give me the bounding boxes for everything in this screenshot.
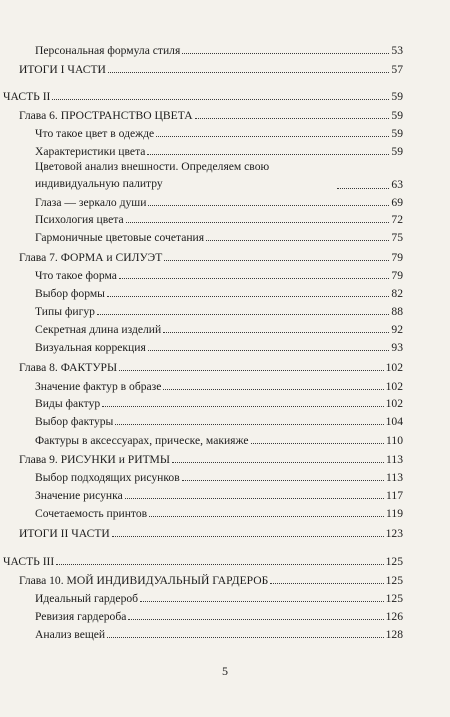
entry-page: 128 (385, 628, 403, 641)
dot-leader (195, 118, 390, 119)
entry-title: Глава 10. МОЙ ИНДИВИДУАЛЬНЫЙ ГАРДЕРОБ (19, 574, 269, 587)
toc-entry-secret-length (35, 323, 403, 337)
entry-page: 104 (385, 415, 403, 428)
entry-title: Цветовой анализ внешности. Определяем свою индивидуальную палитру (35, 160, 270, 190)
toc-entry-figure-types (35, 305, 403, 319)
toc-entry-chapter9 (19, 453, 403, 467)
dot-leader (140, 601, 384, 602)
dot-leader (270, 583, 383, 584)
toc-entry-print-compatibility (35, 507, 403, 521)
entry-title: Что такое форма (35, 269, 117, 282)
dot-leader (56, 564, 383, 565)
entry-page: 102 (385, 380, 403, 393)
dot-leader (147, 154, 389, 155)
entry-page: 113 (386, 471, 403, 484)
dot-leader (149, 516, 384, 517)
entry-page: 93 (391, 341, 403, 354)
entry-page: 57 (391, 63, 403, 76)
entry-title: Виды фактур (35, 397, 101, 410)
toc-entry-color-combinations (35, 231, 403, 245)
dot-leader (206, 240, 389, 241)
entry-page: 82 (391, 287, 403, 300)
dot-leader (115, 424, 383, 425)
dot-leader (125, 498, 384, 499)
dot-leader (112, 536, 384, 537)
toc-entry-items-analysis (35, 628, 403, 642)
entry-title: Секретная длина изделий (35, 323, 162, 336)
entry-page: 117 (386, 489, 403, 502)
toc-entry-color-characteristics (35, 145, 403, 159)
entry-page: 75 (391, 231, 403, 244)
entry-page: 119 (386, 507, 403, 520)
page-number: 5 (222, 664, 228, 678)
entry-page: 69 (391, 196, 403, 209)
entry-title: Что такое цвет в одежде (35, 127, 155, 140)
entry-page: 123 (385, 527, 403, 540)
dot-leader (148, 350, 390, 351)
entry-page: 92 (391, 323, 403, 336)
dot-leader (182, 480, 384, 481)
toc-entry-pattern-meaning (35, 489, 403, 503)
dot-leader (97, 314, 389, 315)
entry-title: Персональная формула стиля (35, 44, 181, 57)
entry-title: Типы фигур (35, 305, 95, 318)
dot-leader (108, 72, 389, 73)
entry-title: ЧАСТЬ II (3, 90, 51, 103)
toc-entry-part1-summary (19, 63, 403, 77)
dot-leader (52, 99, 389, 100)
toc-entry-pattern-choice (35, 471, 403, 485)
toc-entry-form-choice (35, 287, 403, 301)
toc-entry-texture-meaning (35, 380, 403, 394)
entry-page: 102 (385, 361, 403, 374)
dot-leader (119, 370, 384, 371)
dot-leader (148, 205, 389, 206)
entry-page: 79 (391, 269, 403, 282)
entry-title: Сочетаемость принтов (35, 507, 148, 520)
entry-page: 79 (391, 251, 403, 264)
entry-title: Психология цвета (35, 213, 124, 226)
entry-page: 59 (391, 90, 403, 103)
entry-title: Идеальный гардероб (35, 592, 139, 605)
entry-title: Характеристики цвета (35, 145, 146, 158)
toc-entry-what-is-color (35, 127, 403, 141)
entry-title: Ревизия гардероба (35, 610, 127, 623)
dot-leader (107, 296, 389, 297)
entry-page: 59 (391, 127, 403, 140)
entry-page: 110 (386, 434, 403, 447)
entry-title: Глава 8. ФАКТУРЫ (19, 361, 118, 374)
entry-title: Глаза — зеркало души (35, 196, 147, 209)
entry-title: ИТОГИ I ЧАСТИ (19, 63, 106, 76)
entry-title: Глава 9. РИСУНКИ и РИТМЫ (19, 453, 170, 466)
toc-entry-ideal-wardrobe (35, 592, 403, 606)
entry-title: ЧАСТЬ III (3, 555, 55, 568)
entry-title: Анализ вещей (35, 628, 106, 641)
dot-leader (163, 332, 389, 333)
entry-page: 126 (385, 610, 403, 623)
toc-entry-texture-choice (35, 415, 403, 429)
entry-page: 125 (385, 592, 403, 605)
dot-leader (107, 637, 383, 638)
entry-page: 72 (391, 213, 403, 226)
dot-leader (163, 389, 383, 390)
entry-page: 53 (391, 44, 403, 57)
dot-leader (102, 406, 383, 407)
entry-title: Значение рисунка (35, 489, 123, 502)
entry-title: Выбор фактуры (35, 415, 114, 428)
dot-leader (251, 443, 385, 444)
toc-entry-what-is-form (35, 269, 403, 283)
entry-title: Глава 6. ПРОСТРАНСТВО ЦВЕТА (19, 109, 193, 122)
toc-entry-texture-types (35, 397, 403, 411)
entry-title: Гармоничные цветовые сочетания (35, 231, 205, 244)
toc-entry-texture-accessories (35, 434, 403, 448)
entry-page: 125 (385, 555, 403, 568)
toc-entry-part2-summary (19, 527, 403, 541)
toc-entry-part3 (3, 555, 403, 569)
toc-entry-chapter10 (19, 574, 403, 588)
entry-page: 88 (391, 305, 403, 318)
entry-title: Выбор подходящих рисунков (35, 471, 180, 484)
dot-leader (119, 278, 390, 279)
toc-entry-visual-correction (35, 341, 403, 355)
entry-title: Визуальная коррекция (35, 341, 146, 354)
toc-entry-color-analysis (35, 158, 403, 192)
toc-entry-chapter8 (19, 361, 403, 375)
entry-page: 125 (385, 574, 403, 587)
entry-page: 113 (386, 453, 403, 466)
entry-page: 63 (391, 178, 403, 191)
entry-page: 59 (391, 109, 403, 122)
entry-title: Фактуры в аксессуарах, прическе, макияже (35, 434, 249, 447)
entry-page: 102 (385, 397, 403, 410)
toc-entry-color-psychology (35, 213, 403, 227)
entry-page: 59 (391, 145, 403, 158)
dot-leader (182, 53, 389, 54)
toc-entry-personal-style-formula (35, 44, 403, 58)
entry-title: Глава 7. ФОРМА и СИЛУЭТ (19, 251, 163, 264)
entry-title: ИТОГИ II ЧАСТИ (19, 527, 110, 540)
toc-entry-chapter6 (19, 109, 403, 123)
dot-leader (126, 222, 390, 223)
dot-leader (128, 619, 383, 620)
dot-leader (337, 188, 389, 189)
dot-leader (156, 136, 389, 137)
toc-entry-eyes (35, 196, 403, 210)
entry-title: Выбор формы (35, 287, 105, 300)
toc-entry-wardrobe-revision (35, 610, 403, 624)
dot-leader (172, 462, 384, 463)
dot-leader (164, 260, 389, 261)
entry-title: Значение фактур в образе (35, 380, 162, 393)
toc-entry-part2 (3, 90, 403, 104)
toc-entry-chapter7 (19, 251, 403, 265)
